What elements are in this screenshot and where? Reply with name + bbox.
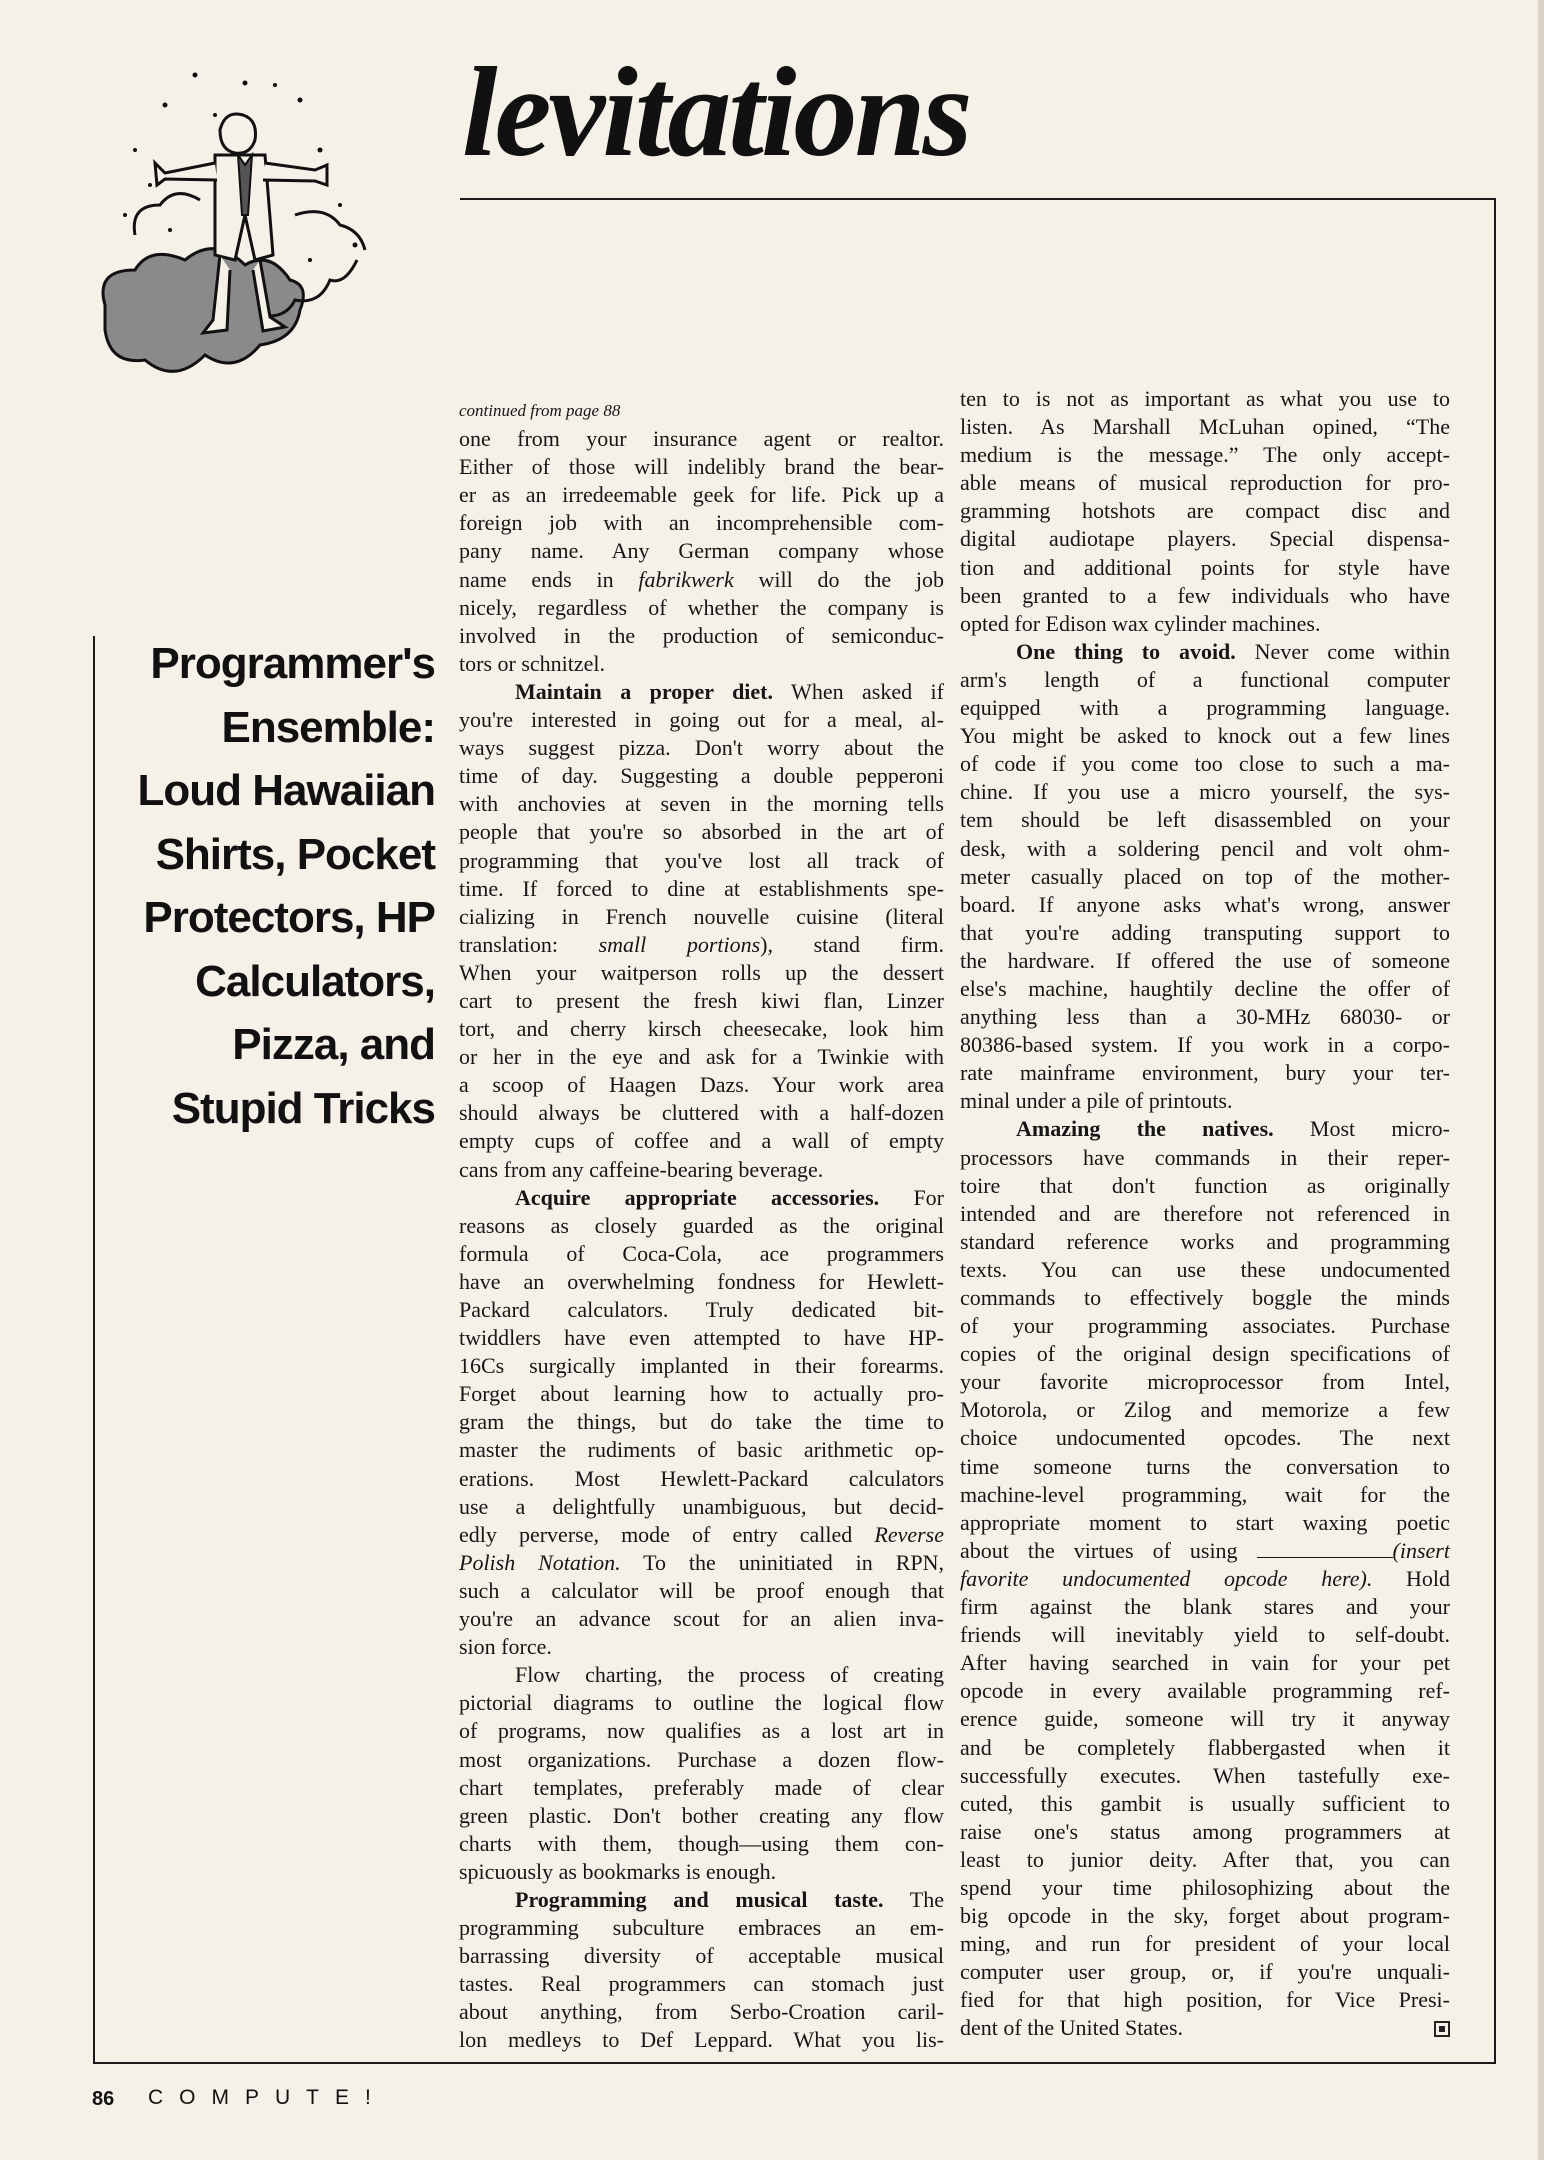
text-line: twiddlers have even attempted to have HP- bbox=[459, 1325, 944, 1351]
text-run: The bbox=[883, 1886, 944, 1912]
text-line: digital audiotape players. Special dispensa- bbox=[960, 526, 1450, 552]
text-line: computer user group, or, if you're unquali- bbox=[960, 1959, 1450, 1985]
text-line: time. If forced to dine at establishments spe- bbox=[459, 875, 944, 901]
frame-left-rule bbox=[93, 636, 95, 2064]
page-edge bbox=[1538, 0, 1544, 2160]
text-line: reasons as closely guarded as the original bbox=[459, 1212, 944, 1238]
text-run: Never come within bbox=[1235, 638, 1451, 664]
text-line: and be completely flabbergasted when it bbox=[960, 1734, 1450, 1760]
text-line bbox=[459, 678, 944, 706]
text-line: successfully executes. When tastefully exe- bbox=[960, 1762, 1450, 1788]
text-line: copies of the original design specifications of bbox=[960, 1341, 1450, 1367]
text-line: involved in the production of semiconduc- bbox=[459, 622, 944, 648]
text-line: anything less than a 30-MHz 68030- or bbox=[960, 1004, 1450, 1030]
text-line: have an overwhelming fondness for Hewlett- bbox=[459, 1268, 944, 1294]
headline-line: Protectors, HP bbox=[143, 893, 435, 942]
text-line: standard reference works and programming bbox=[960, 1228, 1450, 1254]
text-line: tem should be left disassembled on your bbox=[960, 807, 1450, 833]
text-line: Forget about learning how to actually pro- bbox=[459, 1381, 944, 1407]
text-line: cans from any caffeine-bearing beverage. bbox=[459, 1156, 824, 1182]
blank-underline bbox=[1257, 1541, 1393, 1558]
headline-line: Loud Hawaiian bbox=[137, 766, 435, 815]
text-run: For bbox=[879, 1184, 945, 1210]
end-of-article-icon bbox=[1434, 2021, 1450, 2037]
text-line: such a calculator will be proof enough that bbox=[459, 1577, 944, 1603]
text-line: least to junior deity. After that, you can bbox=[960, 1846, 1450, 1872]
text-line: tion and additional points for style have bbox=[960, 554, 1450, 580]
text-line: medium is the message.” The only accept- bbox=[960, 442, 1450, 468]
headline-line: Stupid Tricks bbox=[171, 1083, 435, 1133]
text-line: tastes. Real programmers can stomach just bbox=[459, 1971, 944, 1997]
text-line: tort, and cherry kirsch cheesecake, look him bbox=[459, 1016, 944, 1042]
text-line: toire that don't function as originally bbox=[960, 1172, 1450, 1198]
text-line bbox=[459, 566, 944, 594]
text-line: raise one's status among programmers at bbox=[960, 1818, 1450, 1844]
text-line: programming subculture embraces an em- bbox=[459, 1915, 944, 1941]
text-line: minal under a pile of printouts. bbox=[960, 1088, 1233, 1114]
text-line bbox=[960, 1565, 1450, 1593]
text-line: dent of the United States. bbox=[960, 2015, 1184, 2041]
text-line: formula of Coca-Cola, ace programmers bbox=[459, 1240, 944, 1266]
text-line: ways suggest pizza. Don't worry about the bbox=[459, 735, 944, 761]
text-line: gramming hotshots are compact disc and bbox=[960, 498, 1450, 524]
text-line: cializing in French nouvelle cuisine (literal bbox=[459, 903, 944, 929]
text-line: of programs, now qualifies as a lost art in bbox=[459, 1718, 944, 1744]
text-line: 80386-based system. If you work in a corpo- bbox=[960, 1032, 1450, 1058]
headline-line: Pizza, and bbox=[232, 1020, 435, 1069]
text-line bbox=[459, 1184, 944, 1212]
text-line: ming, and run for president of your local bbox=[960, 1931, 1450, 1957]
text-line bbox=[960, 638, 1450, 666]
text-line: cuted, this gambit is usually sufficient to bbox=[960, 1790, 1450, 1816]
text-line: choice undocumented opcodes. The next bbox=[960, 1425, 1450, 1451]
text-line: Motorola, or Zilog and memorize a few bbox=[960, 1397, 1450, 1423]
text-line bbox=[960, 1115, 1450, 1143]
text-line: spend your time philosophizing about the bbox=[960, 1874, 1450, 1900]
text-run: about the virtues of using bbox=[960, 1537, 1257, 1563]
italic-term: (insert bbox=[1392, 1537, 1450, 1563]
text-line: cart to present the fresh kiwi flan, Linzer bbox=[459, 987, 944, 1013]
text-run: edly perverse, mode of entry called bbox=[459, 1521, 875, 1547]
text-line: else's machine, haughtily decline the offer of bbox=[960, 975, 1450, 1001]
section-title: levitations bbox=[462, 41, 970, 183]
text-run: ), stand firm. bbox=[760, 931, 944, 957]
text-line: able means of musical reproduction for pro- bbox=[960, 470, 1450, 496]
magazine-name: COMPUTE! bbox=[148, 2086, 387, 2109]
text-line: er as an irredeemable geek for life. Pick up a bbox=[459, 482, 944, 508]
italic-term: small portions bbox=[598, 931, 761, 957]
headline-line: Programmer's bbox=[150, 639, 435, 688]
text-line: listen. As Marshall McLuhan opined, “The bbox=[960, 414, 1450, 440]
text-run: When asked if bbox=[773, 678, 944, 704]
text-line: barrassing diversity of acceptable musical bbox=[459, 1943, 944, 1969]
article-column-right bbox=[960, 385, 1450, 2043]
text-line: green plastic. Don't bother creating any flow bbox=[459, 1802, 944, 1828]
text-line bbox=[459, 1521, 944, 1549]
page-number: 86 bbox=[92, 2088, 115, 2110]
text-line: of code if you come too close to such a ma- bbox=[960, 751, 1450, 777]
text-line: When your waitperson rolls up the dessert bbox=[459, 959, 944, 985]
text-line: one from your insurance agent or realtor. bbox=[459, 426, 944, 452]
text-line: erations. Most Hewlett-Packard calculators bbox=[459, 1465, 944, 1491]
text-line: Either of those will indelibly brand the bear- bbox=[459, 454, 944, 480]
text-line: the hardware. If offered the use of someone bbox=[960, 947, 1450, 973]
text-line: that you're adding transputing support to bbox=[960, 919, 1450, 945]
text-line: been granted to a few individuals who have bbox=[960, 582, 1450, 608]
text-run: translation: bbox=[459, 931, 599, 957]
text-line: You might be asked to knock out a few lines bbox=[960, 723, 1450, 749]
text-run: Hold bbox=[1372, 1565, 1451, 1591]
text-run: To the uninitiated in RPN, bbox=[620, 1549, 944, 1575]
text-line: big opcode in the sky, forget about program- bbox=[960, 1903, 1450, 1929]
text-line bbox=[459, 1549, 944, 1577]
text-line: sion force. bbox=[459, 1634, 552, 1660]
text-line: time someone turns the conversation to bbox=[960, 1453, 1450, 1479]
text-line: chine. If you use a micro yourself, the sys- bbox=[960, 779, 1450, 805]
continued-note: continued from page 88 bbox=[459, 401, 621, 420]
italic-term: Reverse bbox=[874, 1521, 944, 1547]
text-line: foreign job with an incomprehensible com- bbox=[459, 510, 944, 536]
text-line: board. If anyone asks what's wrong, answer bbox=[960, 891, 1450, 917]
text-line: programming that you've lost all track of bbox=[459, 847, 944, 873]
text-line: processors have commands in their reper- bbox=[960, 1144, 1450, 1170]
text-line: texts. You can use these undocumented bbox=[960, 1256, 1450, 1282]
text-line: arm's length of a functional computer bbox=[960, 666, 1450, 692]
headline-line: Shirts, Pocket bbox=[155, 829, 435, 879]
text-line: time of day. Suggesting a double pepperoni bbox=[459, 763, 944, 789]
text-line: spicuously as bookmarks is enough. bbox=[459, 1858, 777, 1884]
text-line: charts with them, though—using them con- bbox=[459, 1830, 944, 1856]
levitating-programmer-icon bbox=[95, 55, 395, 425]
text-line: pictorial diagrams to outline the logical flow bbox=[459, 1690, 944, 1716]
text-line: you're interested in going out for a meal, al- bbox=[459, 707, 944, 733]
text-line: with anchovies at seven in the morning tells bbox=[459, 791, 944, 817]
text-line: gram the things, but do take the time to bbox=[459, 1409, 944, 1435]
text-line: commands to effectively boggle the minds bbox=[960, 1285, 1450, 1310]
text-line: empty cups of coffee and a wall of empty bbox=[459, 1128, 944, 1154]
italic-term: favorite undocumented opcode here). bbox=[960, 1565, 1373, 1591]
text-line: ten to is not as important as what you use to bbox=[960, 386, 1450, 411]
text-line: opcode in every available programming ref- bbox=[960, 1678, 1450, 1704]
text-run: name ends in bbox=[459, 566, 639, 592]
text-line: appropriate moment to start waxing poetic bbox=[960, 1509, 1450, 1535]
text-line: chart templates, preferably made of clear bbox=[459, 1774, 944, 1800]
text-line: meter casually placed on top of the mother- bbox=[960, 863, 1450, 889]
text-line bbox=[459, 931, 944, 959]
text-line: tors or schnitzel. bbox=[459, 650, 606, 676]
text-line: friends will inevitably yield to self-doubt. bbox=[960, 1622, 1450, 1648]
subhead: Amazing the natives. bbox=[1016, 1116, 1274, 1142]
article-headline bbox=[110, 632, 435, 1140]
text-line: most organizations. Purchase a dozen flow- bbox=[459, 1746, 944, 1772]
text-run: will do the job bbox=[733, 566, 944, 592]
text-line: intended and are therefore not referenced in bbox=[960, 1200, 1450, 1226]
text-line: opted for Edison wax cylinder machines. bbox=[960, 610, 1321, 636]
text-line: lon medleys to Def Leppard. What you lis- bbox=[459, 2027, 944, 2053]
headline-line: Calculators, bbox=[195, 956, 435, 1006]
text-line: of your programming associates. Purchase bbox=[960, 1313, 1450, 1339]
text-line: or her in the eye and ask for a Twinkie with bbox=[459, 1044, 944, 1070]
text-line: use a delightfully unambiguous, but decid- bbox=[459, 1493, 944, 1519]
text-line: desk, with a soldering pencil and volt ohm- bbox=[960, 835, 1450, 861]
text-line: fied for that high position, for Vice Presi- bbox=[960, 1987, 1450, 2013]
text-line: equipped with a programming language. bbox=[960, 695, 1450, 721]
text-line: should always be cluttered with a half-dozen bbox=[459, 1100, 944, 1126]
italic-term: fabrikwerk bbox=[638, 566, 734, 592]
subhead: One thing to avoid. bbox=[1016, 638, 1236, 664]
text-line: Flow charting, the process of creating bbox=[515, 1662, 944, 1688]
text-line: firm against the blank stares and your bbox=[960, 1594, 1450, 1620]
text-line: people that you're so absorbed in the art of bbox=[459, 819, 944, 845]
text-line: rate mainframe environment, bury your ter- bbox=[960, 1060, 1450, 1086]
subhead: Acquire appropriate accessories. bbox=[515, 1184, 880, 1210]
article-column-left bbox=[459, 397, 944, 2055]
text-line: erence guide, someone will try it anyway bbox=[960, 1706, 1450, 1732]
text-line: a scoop of Haagen Dazs. Your work area bbox=[459, 1072, 944, 1098]
headline-line: Ensemble: bbox=[221, 702, 435, 752]
text-run: Most micro- bbox=[1273, 1116, 1450, 1142]
frame-right-rule bbox=[1494, 198, 1496, 2064]
text-line: nicely, regardless of whether the company is bbox=[459, 594, 944, 620]
text-line: machine-level programming, wait for the bbox=[960, 1481, 1450, 1507]
text-line: you're an advance scout for an alien inva- bbox=[459, 1606, 944, 1632]
text-line: your favorite microprocessor from Intel, bbox=[960, 1369, 1450, 1395]
text-line: pany name. Any German company whose bbox=[459, 538, 944, 564]
subhead: Maintain a proper diet. bbox=[515, 678, 774, 704]
text-line: master the rudiments of basic arithmetic op- bbox=[459, 1437, 944, 1463]
frame-top-rule bbox=[460, 198, 1496, 200]
text-line: After having searched in vain for your pet bbox=[960, 1650, 1450, 1676]
frame-bottom-rule bbox=[93, 2062, 1496, 2064]
text-line: about anything, from Serbo-Croation caril- bbox=[459, 1999, 944, 2025]
text-line: 16Cs surgically implanted in their forearms. bbox=[459, 1353, 944, 1379]
subhead: Programming and musical taste. bbox=[515, 1886, 884, 1912]
text-line bbox=[459, 1886, 944, 1914]
text-line bbox=[960, 1537, 1450, 1565]
text-line: Packard calculators. Truly dedicated bit- bbox=[459, 1297, 944, 1322]
italic-term: Polish Notation. bbox=[459, 1549, 621, 1575]
